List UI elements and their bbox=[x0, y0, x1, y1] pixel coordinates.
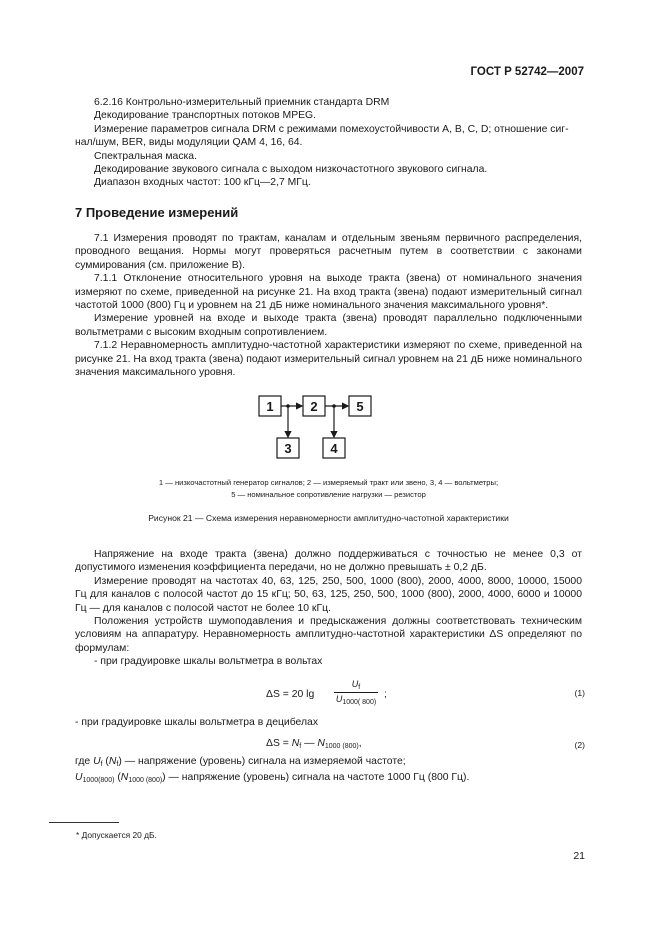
section-6216 bbox=[75, 96, 582, 190]
paragraph: Измерение проводят на частотах 40, 63, 125, 250, 500, 1000 (800), 2000, 4000, 8000, 10000, 15000 Гц для каналов с полосой частот до 15 кГц; 50, 63, 125, 250, 500, 1000 (800), 2000, 4000, 6000 и 10000 Гц — для каналов с полосой частот не более 10 кГц. bbox=[75, 575, 582, 614]
text-line: Диапазон входных частот: 100 кГц—2,7 МГц. bbox=[94, 177, 311, 189]
after-figure-paragraphs bbox=[75, 548, 582, 669]
paragraph-7-1: 7.1 Измерения проводят по трактам, каналам и отдельным звеньям первичного распределения, проводного вещания. Нормы могут проверяться расчетным путем в соответствии с законами суммирования (см. приложение В). bbox=[75, 233, 582, 271]
definition-line: $U_{1000(800)}$ $(N_{1000 (800)})$ — напряжение (уровень) сигнала на частоте 1000 Гц (800 Гц). bbox=[75, 772, 470, 785]
figure-legend bbox=[75, 477, 582, 501]
document-code: ГОСТ Р 52742—2007 bbox=[470, 66, 584, 78]
page-number: 21 bbox=[573, 850, 585, 862]
equation-number: (1) bbox=[574, 688, 585, 698]
formula-1-denominator: $U_{1000( 800)}$ bbox=[335, 694, 377, 706]
formula-1-numerator: $U_f$ bbox=[334, 679, 378, 693]
box-label: 4 bbox=[330, 441, 338, 456]
text-line: Спектральная маска. bbox=[94, 150, 197, 162]
section7-paragraphs bbox=[75, 232, 582, 379]
text-line: Декодирование транспортных потоков MPEG. bbox=[94, 110, 317, 122]
text-line: Декодирование звукового сигнала с выходом низкочастотного звукового сигнала. bbox=[94, 164, 488, 176]
formula-2: $\Delta S = N_f$ — $N_{1000 (800)}$, bbox=[266, 738, 362, 750]
legend-line: 5 — номинальное сопротивление нагрузки — резистор bbox=[231, 490, 426, 499]
junction-dot bbox=[332, 404, 336, 408]
text-line: 6.2.16 Контрольно-измерительный приемник стандарта DRM bbox=[94, 97, 390, 108]
footnote-separator bbox=[49, 822, 119, 823]
paragraph: Положения устройств шумоподавления и предыскажения должны соответствовать техническим условиям на аппаратуру. Неравномерность амплитудно-частотной характеристики ΔS определяют по формулам: bbox=[75, 616, 582, 654]
section-heading: 7 Проведение измерений bbox=[75, 205, 239, 220]
paragraph-7-1-1-b: Измерение уровней на входе и выходе тракта (звена) проводят параллельно подключенными вольтметрами с высоким входным сопротивлением. bbox=[75, 313, 582, 338]
definition-line: где $U_f$ $(N_f)$ — напряжение (уровень) сигнала на измеряемой частоте; bbox=[75, 756, 406, 768]
formula-1 bbox=[266, 679, 406, 713]
equation-number: (2) bbox=[574, 740, 585, 750]
formula-1-tail: ; bbox=[384, 689, 387, 700]
paragraph-7-1-1: 7.1.1 Отклонение относительного уровня на выходе тракта (звена) от номинального значения измеряют по схеме, приведенной на рисунке 21. На вход тракта (звена) подают измерительный сигнал частотой 1000 (800) Гц и уровнем на 21 дБ ниже номинального значения максимального уровня*. bbox=[75, 273, 582, 312]
box-label: 5 bbox=[356, 399, 364, 414]
box-label: 2 bbox=[310, 399, 318, 414]
junction-dot bbox=[286, 404, 290, 408]
definitions bbox=[75, 755, 582, 788]
footnote: * Допускается 20 дБ. bbox=[76, 830, 157, 840]
text-line: Измерение параметров сигнала DRM с режимами помехоустойчивости A, B, C, D; отношение сиг- bbox=[94, 123, 569, 135]
volts-label: - при градуировке шкалы вольтметра в вольтах bbox=[94, 656, 323, 668]
formula-1-lhs: ΔS = 20 lg bbox=[266, 689, 315, 700]
paragraph-7-1-2: 7.1.2 Неравномерность амплитудно-частотной характеристики измеряют по схеме, приведенной на рисунке 21. На вход тракта (звена) подают измерительный сигнал уровнем на 21 дБ ниже номинального значения максимального уровня. bbox=[75, 340, 582, 379]
legend-line: 1 — низкочастотный генератор сигналов; 2 — измеряемый тракт или звено, 3, 4 — вольтметры; bbox=[158, 478, 499, 487]
measurement-diagram bbox=[257, 393, 377, 465]
box-label: 1 bbox=[266, 399, 274, 414]
text-line: нал/шум, BER, виды модуляции QAM 4, 16, 64. bbox=[75, 137, 303, 149]
db-label: - при градуировке шкалы вольтметра в децибелах bbox=[75, 717, 319, 728]
paragraph: Напряжение на входе тракта (звена) должно поддерживаться с точностью не менее 0,3 от допустимого изменения коэффициента передачи, но не должно превышать ± 0,2 дБ. bbox=[75, 549, 582, 574]
box-label: 3 bbox=[284, 441, 292, 456]
figure-title: Рисунок 21 — Схема измерения неравномерности амплитудно-частотной характеристики bbox=[148, 513, 509, 523]
